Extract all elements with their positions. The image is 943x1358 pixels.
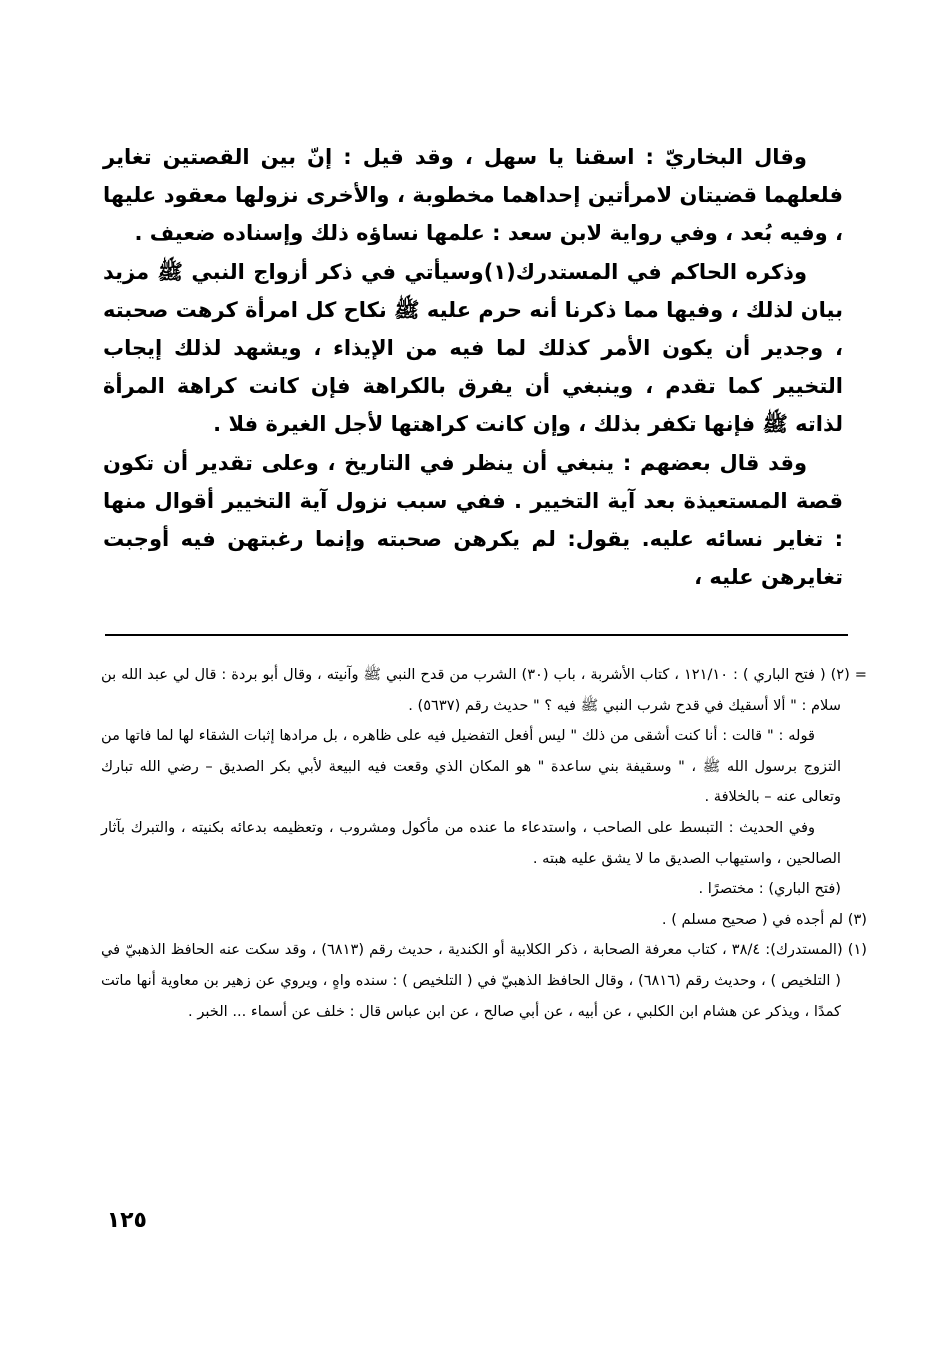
footnote-3: (٣) لم أجده في ( صحيح مسلم ) . — [661, 910, 867, 928]
body-paragraph-3: وقد قال بعضهم : ينبغي أن ينظر في التاريخ ، وعلى تقدير أن تكون قصة المستعيذة بعد آية التخيير . ففي سبب نزول آية التخيير أقوال منها : تغاير نسائه عليه. يقول: لم يكرهن صحبته وإنما رغبتهن فيه أوجبت تغايرهن عليه ، — [103, 450, 843, 590]
footnote-2-commentary: قوله : " قالت : أنا كنت أشقى من ذلك " ليس أفعل التفضيل فيه على ظاهره ، بل مرادها إثبات الشقاء لها لما فاتها من التزوج برسول الله ﷺ ، " وسقيفة بني ساعدة " هو المكان الذي وقعت فيه البيعة لأبي بكر الصديق – رضي الله تبارك وتعالى عنه – بالخلافة . — [101, 727, 841, 806]
footnote-2-source: (فتح الباري) : مختصرًا . — [698, 880, 841, 898]
body-paragraph-1: وقال البخاريّ : اسقنا يا سهل ، وقد قيل : إنّ بين القصتين تغاير فلعلهما قضيتان لامرأتين إحداهما مخطوبة ، والأخرى نزولها معقود عليها ، وفيه بُعد ، وفي رواية لابن سعد : علمها نساؤه ذلك وإسناده ضعيف . — [103, 145, 843, 246]
footnote-2-continued: = (٢) ( فتح الباري ) : ١٢١/١٠ ، كتاب الأشربة ، باب (٣٠) الشرب من قدح النبي ﷺ وآنيته ، وقال أبو بردة : قال لي عبد الله بن سلام : " ألا أسقيك في قدح شرب النبي ﷺ فيه ؟ " حديث رقم (٥٦٣٧) . — [101, 666, 867, 714]
footnote-2-hadith-lessons: وفي الحديث : التبسط على الصاحب ، واستدعاء ما عنده من مأكول ومشروب ، وتعظيمه بدعائه بكنيته ، والتبرك بآثار الصالحين ، واستيهاب الصديق ما لا يشق عليه هبته . — [101, 818, 841, 867]
footnote-1: (١) (المستدرك): ٣٨/٤ ، كتاب معرفة الصحابة ، ذكر الكلابية أو الكندية ، حديث رقم (٦٨١٣) ، وقد سكت عنه الحافظ الذهبيّ في ( التلخيص ) ، وحديث رقم (٦٨١٦) ، وقال الحافظ الذهبيّ في ( التلخيص ) : سنده واهٍ ، ويروي عن زهير بن معاوية أنها ماتت كمدًا ، ويذكر عن هشام ابن الكلبي ، عن أبيه ، عن أبي صالح ، عن ابن عباس قال : خلف عن أسماء ... الخبر . — [101, 941, 867, 1020]
main-text-body — [103, 138, 843, 596]
body-paragraph-2: وذكره الحاكم في المستدرك(١)وسيأتي في ذكر أزواج النبي ﷺ مزيد بيان لذلك ، وفيها مما ذكرنا أنه حرم عليه ﷺ نكاح كل امرأة كرهت صحبته ، وجدير أن يكون الأمر كذلك لما فيه من الإيذاء ، ويشهد لذلك إيجاب التخيير كما تقدم ، وينبغي أن يفرق بالكراهة فإن كانت كراهة المرأة لذاته ﷺ فإنها تكفر بذلك ، وإن كانت كراهتها لأجل الغيرة فلا . — [103, 259, 843, 437]
page-number: ١٢٥ — [106, 1208, 147, 1233]
footnotes-section — [101, 660, 867, 1027]
footnote-separator-line — [105, 634, 848, 636]
